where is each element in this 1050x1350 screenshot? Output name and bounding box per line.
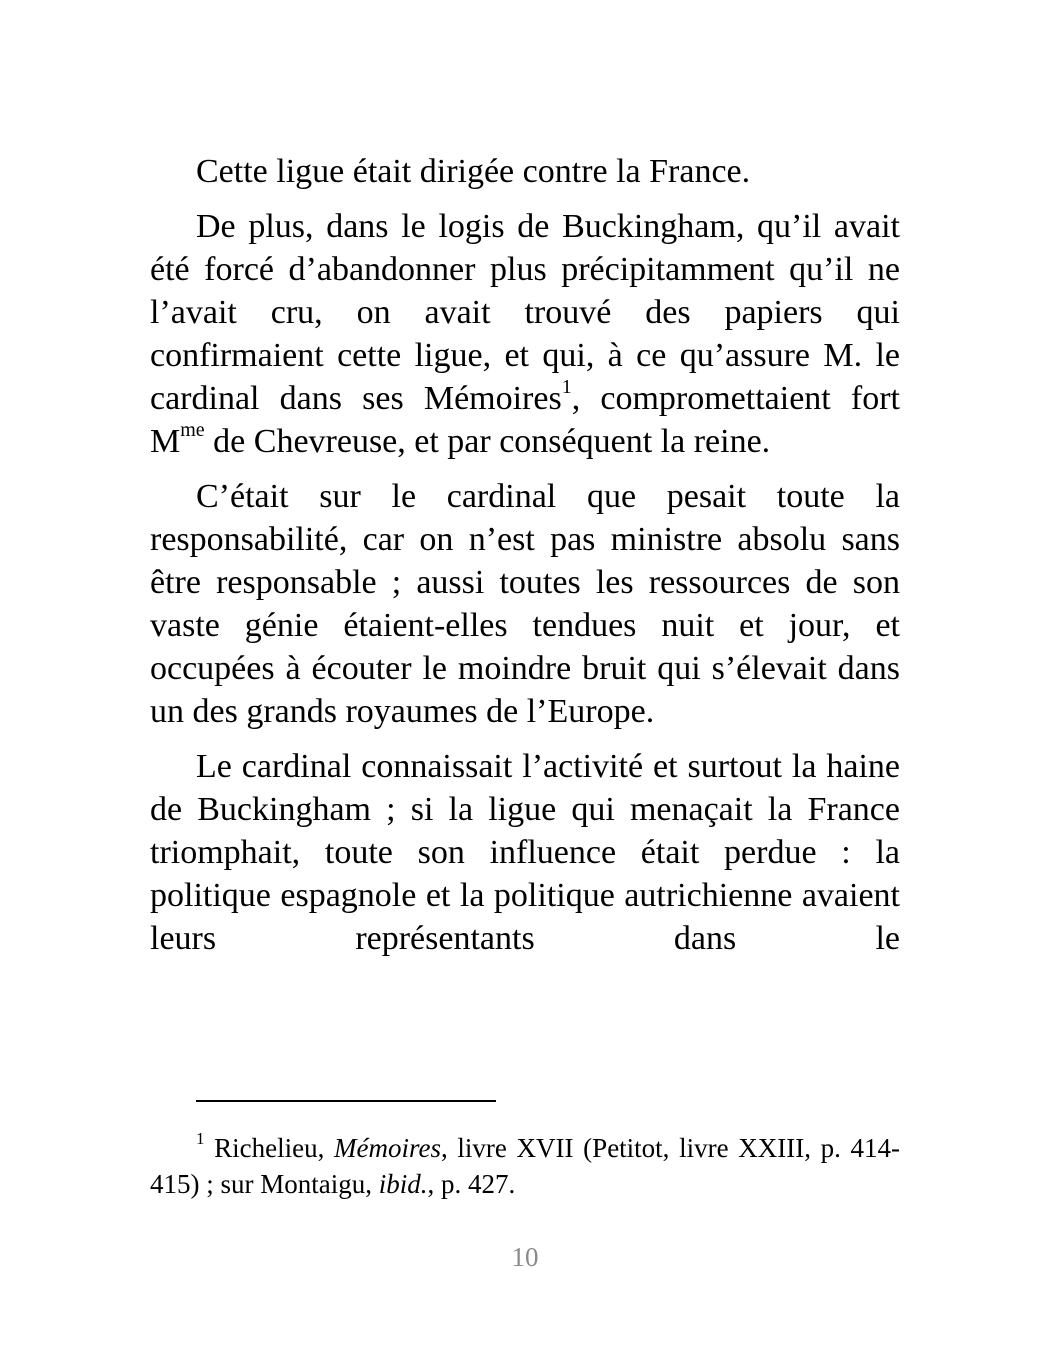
footnote-page-ref: , p. 427. <box>427 1169 516 1199</box>
paragraph-4: Le cardinal connaissait l’activité et surtout la haine de Buckingham ; si la ligue qui menaçait la France triomphait, toute son influence était perdue : la politique espagnole et la politique autrichienne avaient leurs représentants dans le <box>150 748 900 957</box>
paragraph-2-text-cont: , compromettaient fort M <box>150 380 900 460</box>
paragraph-2-text-end: de Chevreuse, et par conséquent la reine. <box>204 423 771 460</box>
footnote-work-title: Mémoires <box>334 1133 442 1163</box>
footnote-separator <box>196 1100 496 1102</box>
paragraph-1: Cette ligue était dirigée contre la France. <box>196 153 751 190</box>
footnote-details: , livre XVII (Petitot, livre XXIII, p. 414-415) ; sur Montaigu, <box>150 1133 900 1199</box>
madame-abbreviation-sup: me <box>180 418 205 441</box>
footnote <box>150 1130 900 1202</box>
paragraph-3: C’était sur le cardinal que pesait toute la responsabilité, car on n’est pas ministre absolu sans être responsable ; aussi toutes les ressources de son vaste génie étaient-elles tendues nuit et jour, et occupées à écouter le moindre bruit qui s’élevait dans un des grands royaumes de l’Europe. <box>150 478 900 730</box>
page-number: 10 <box>511 1242 539 1272</box>
footnote-author: Richelieu, <box>204 1133 335 1163</box>
footnote-ibid: ibid. <box>378 1169 428 1199</box>
body-text <box>150 150 900 972</box>
paragraph-2 <box>150 205 900 463</box>
paragraph-2-text: De plus, dans le logis de Buckingham, qu’il avait été forcé d’abandonner plus précipitamment qu’il ne l’avait cru, on avait trouvé des papiers qui confirmaient cette ligue, et qui, à ce qu’assure M. le cardinal dans ses Mémoires <box>150 208 900 417</box>
footnote-number: 1 <box>196 1129 205 1148</box>
footnote-reference[interactable]: 1 <box>561 375 572 398</box>
